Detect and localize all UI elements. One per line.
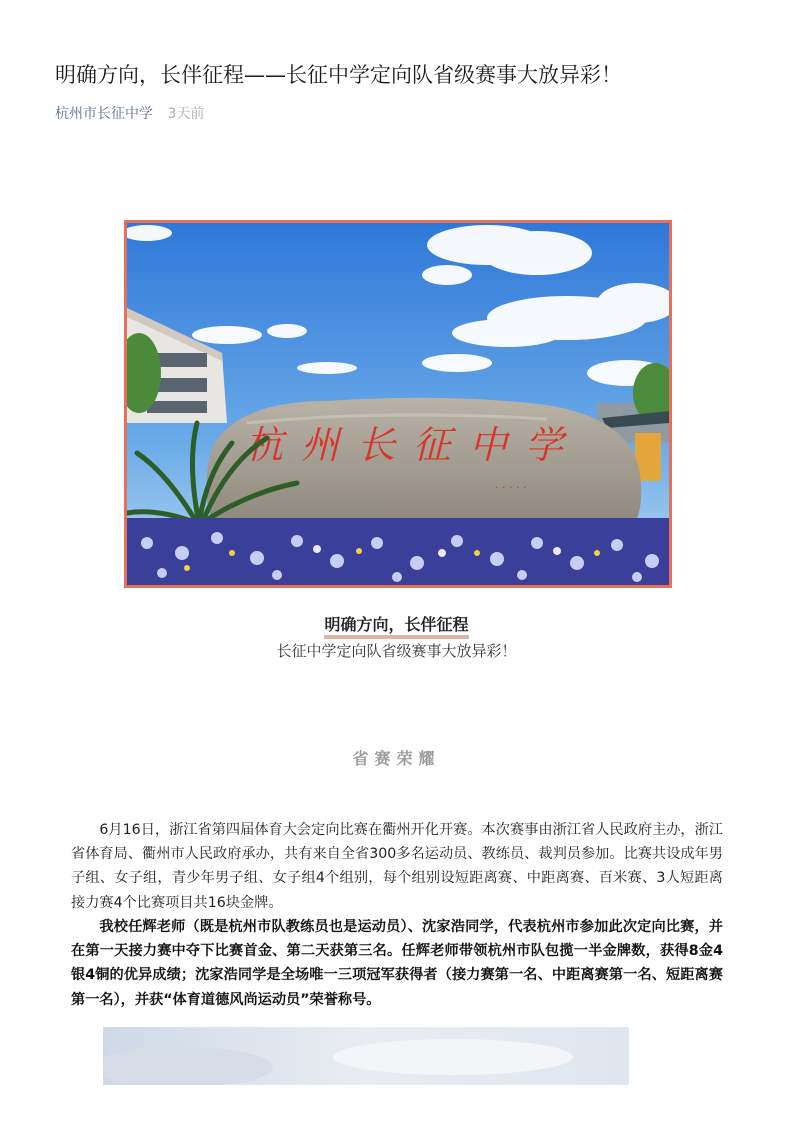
paragraph-event-intro: 6月16日，浙江省第四届体育大会定向比赛在衢州开化开赛。本次赛事由浙江省人民政府主办，浙江省体育局、衢州市人民政府承办，共有来自全省300多名运动员、教练员、裁判员参加。比赛共设成年男子组、女子组，青少年男子组、女子组4个组别，每个组别设短距离赛、中距离赛、百米赛、3人短距离接力赛4个比赛项目共16块金牌。 <box>71 822 723 911</box>
section-heading: 省赛荣耀 <box>352 749 441 768</box>
hero-photo[interactable] <box>124 220 672 588</box>
publish-time: 3天前 <box>167 106 205 122</box>
stone-inscription: 杭州长征中学 <box>245 423 582 467</box>
second-photo[interactable] <box>103 1027 629 1085</box>
author-link[interactable]: 杭州市长征中学 <box>55 106 153 122</box>
paragraph-achievements: 我校任辉老师（既是杭州市队教练员也是运动员）、沈家浩同学，代表杭州市参加此次定向比赛，并在第一天接力赛中夺下比赛首金、第二天获第三名。任辉老师带领杭州市队包揽一半金牌数，获得8金4银4铜的优异成绩；沈家浩同学是全场唯一三项冠军获得者（接力赛第一名、中距离赛第一名、短距离赛第一名），并获“体育道德风尚运动员”荣誉称号。 <box>71 919 723 1008</box>
article-meta <box>55 104 204 124</box>
caption-subtitle: 长征中学定向队省级赛事大放异彩！ <box>276 642 517 660</box>
article-title: 明确方向，长伴征程——长征中学定向队省级赛事大放异彩！ <box>55 63 622 87</box>
svg-text:· · · · ·: · · · · · <box>495 481 527 494</box>
caption-title: 明确方向，长伴征程 <box>0 614 793 636</box>
